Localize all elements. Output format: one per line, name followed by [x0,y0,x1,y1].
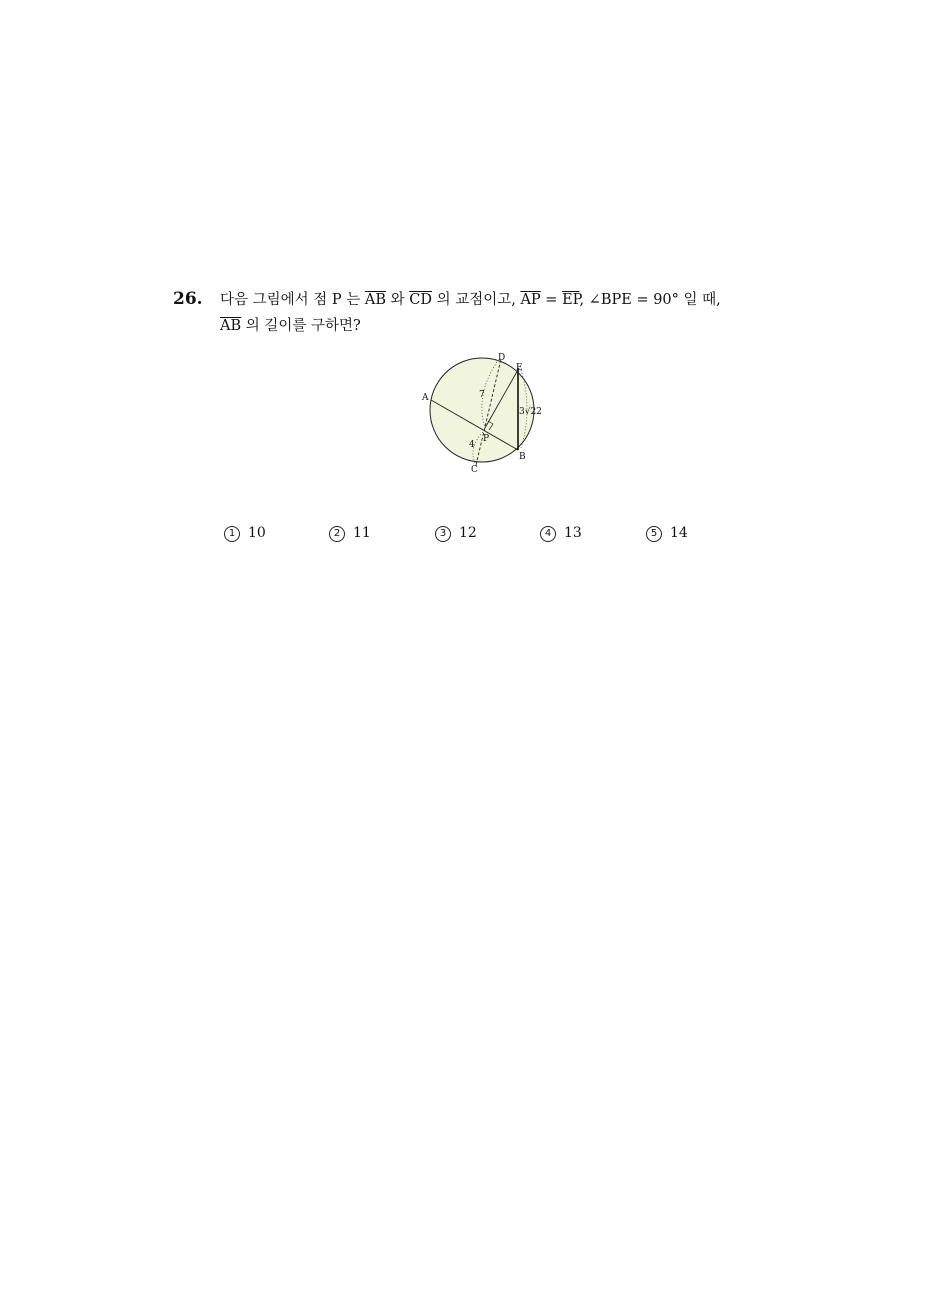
choice-value: 10 [248,525,266,541]
label-point-a: A [422,393,429,403]
segment-ap: $\overline{AP}$ [520,292,541,308]
text-span: 와 [386,292,410,308]
choice-number-circle: 4 [540,526,556,542]
circle-diagram [415,350,550,475]
label-point-p: P [483,434,490,444]
text-span: 의 교점이고, [431,292,521,308]
segment-cd: $\overline{CD}$ [409,292,432,308]
segment-ab: $\overline{AB}$ [364,292,386,308]
label-point-b: B [519,452,526,462]
geometry-figure [415,350,550,475]
text-span: , ∠BPE = 90° 일 때, [579,292,721,308]
text-span: 다음 그림에서 점 P 는 [220,292,365,308]
question-text-line-1 [220,290,721,310]
choice-value: 13 [564,525,582,541]
label-length-eb: 3√22 [519,407,542,417]
label-length-pc: 4 [469,440,475,450]
choice-number-circle: 1 [224,526,240,542]
choice-4[interactable] [540,525,582,542]
choice-5[interactable] [646,525,688,542]
text-span: = [540,292,563,308]
choice-number-circle: 3 [435,526,451,542]
question-text-line-2 [220,316,361,336]
segment-ab: $\overline{AB}$ [220,318,242,334]
label-length-pd: 7 [479,390,485,400]
choice-number-circle: 2 [329,526,345,542]
choice-1[interactable] [224,525,266,542]
choice-value: 11 [353,525,371,541]
segment-ep: $\overline{EP}$ [562,292,580,308]
label-point-c: C [471,465,478,475]
choice-value: 14 [670,525,688,541]
label-point-d: D [498,353,506,363]
choice-2[interactable] [329,525,371,542]
text-span: 의 길이를 구하면? [241,318,361,334]
choice-value: 12 [459,525,477,541]
label-point-e: E [516,363,523,373]
choice-number-circle: 5 [646,526,662,542]
answer-choices [0,525,926,547]
question-number: 26. [173,289,203,309]
choice-3[interactable] [435,525,477,542]
